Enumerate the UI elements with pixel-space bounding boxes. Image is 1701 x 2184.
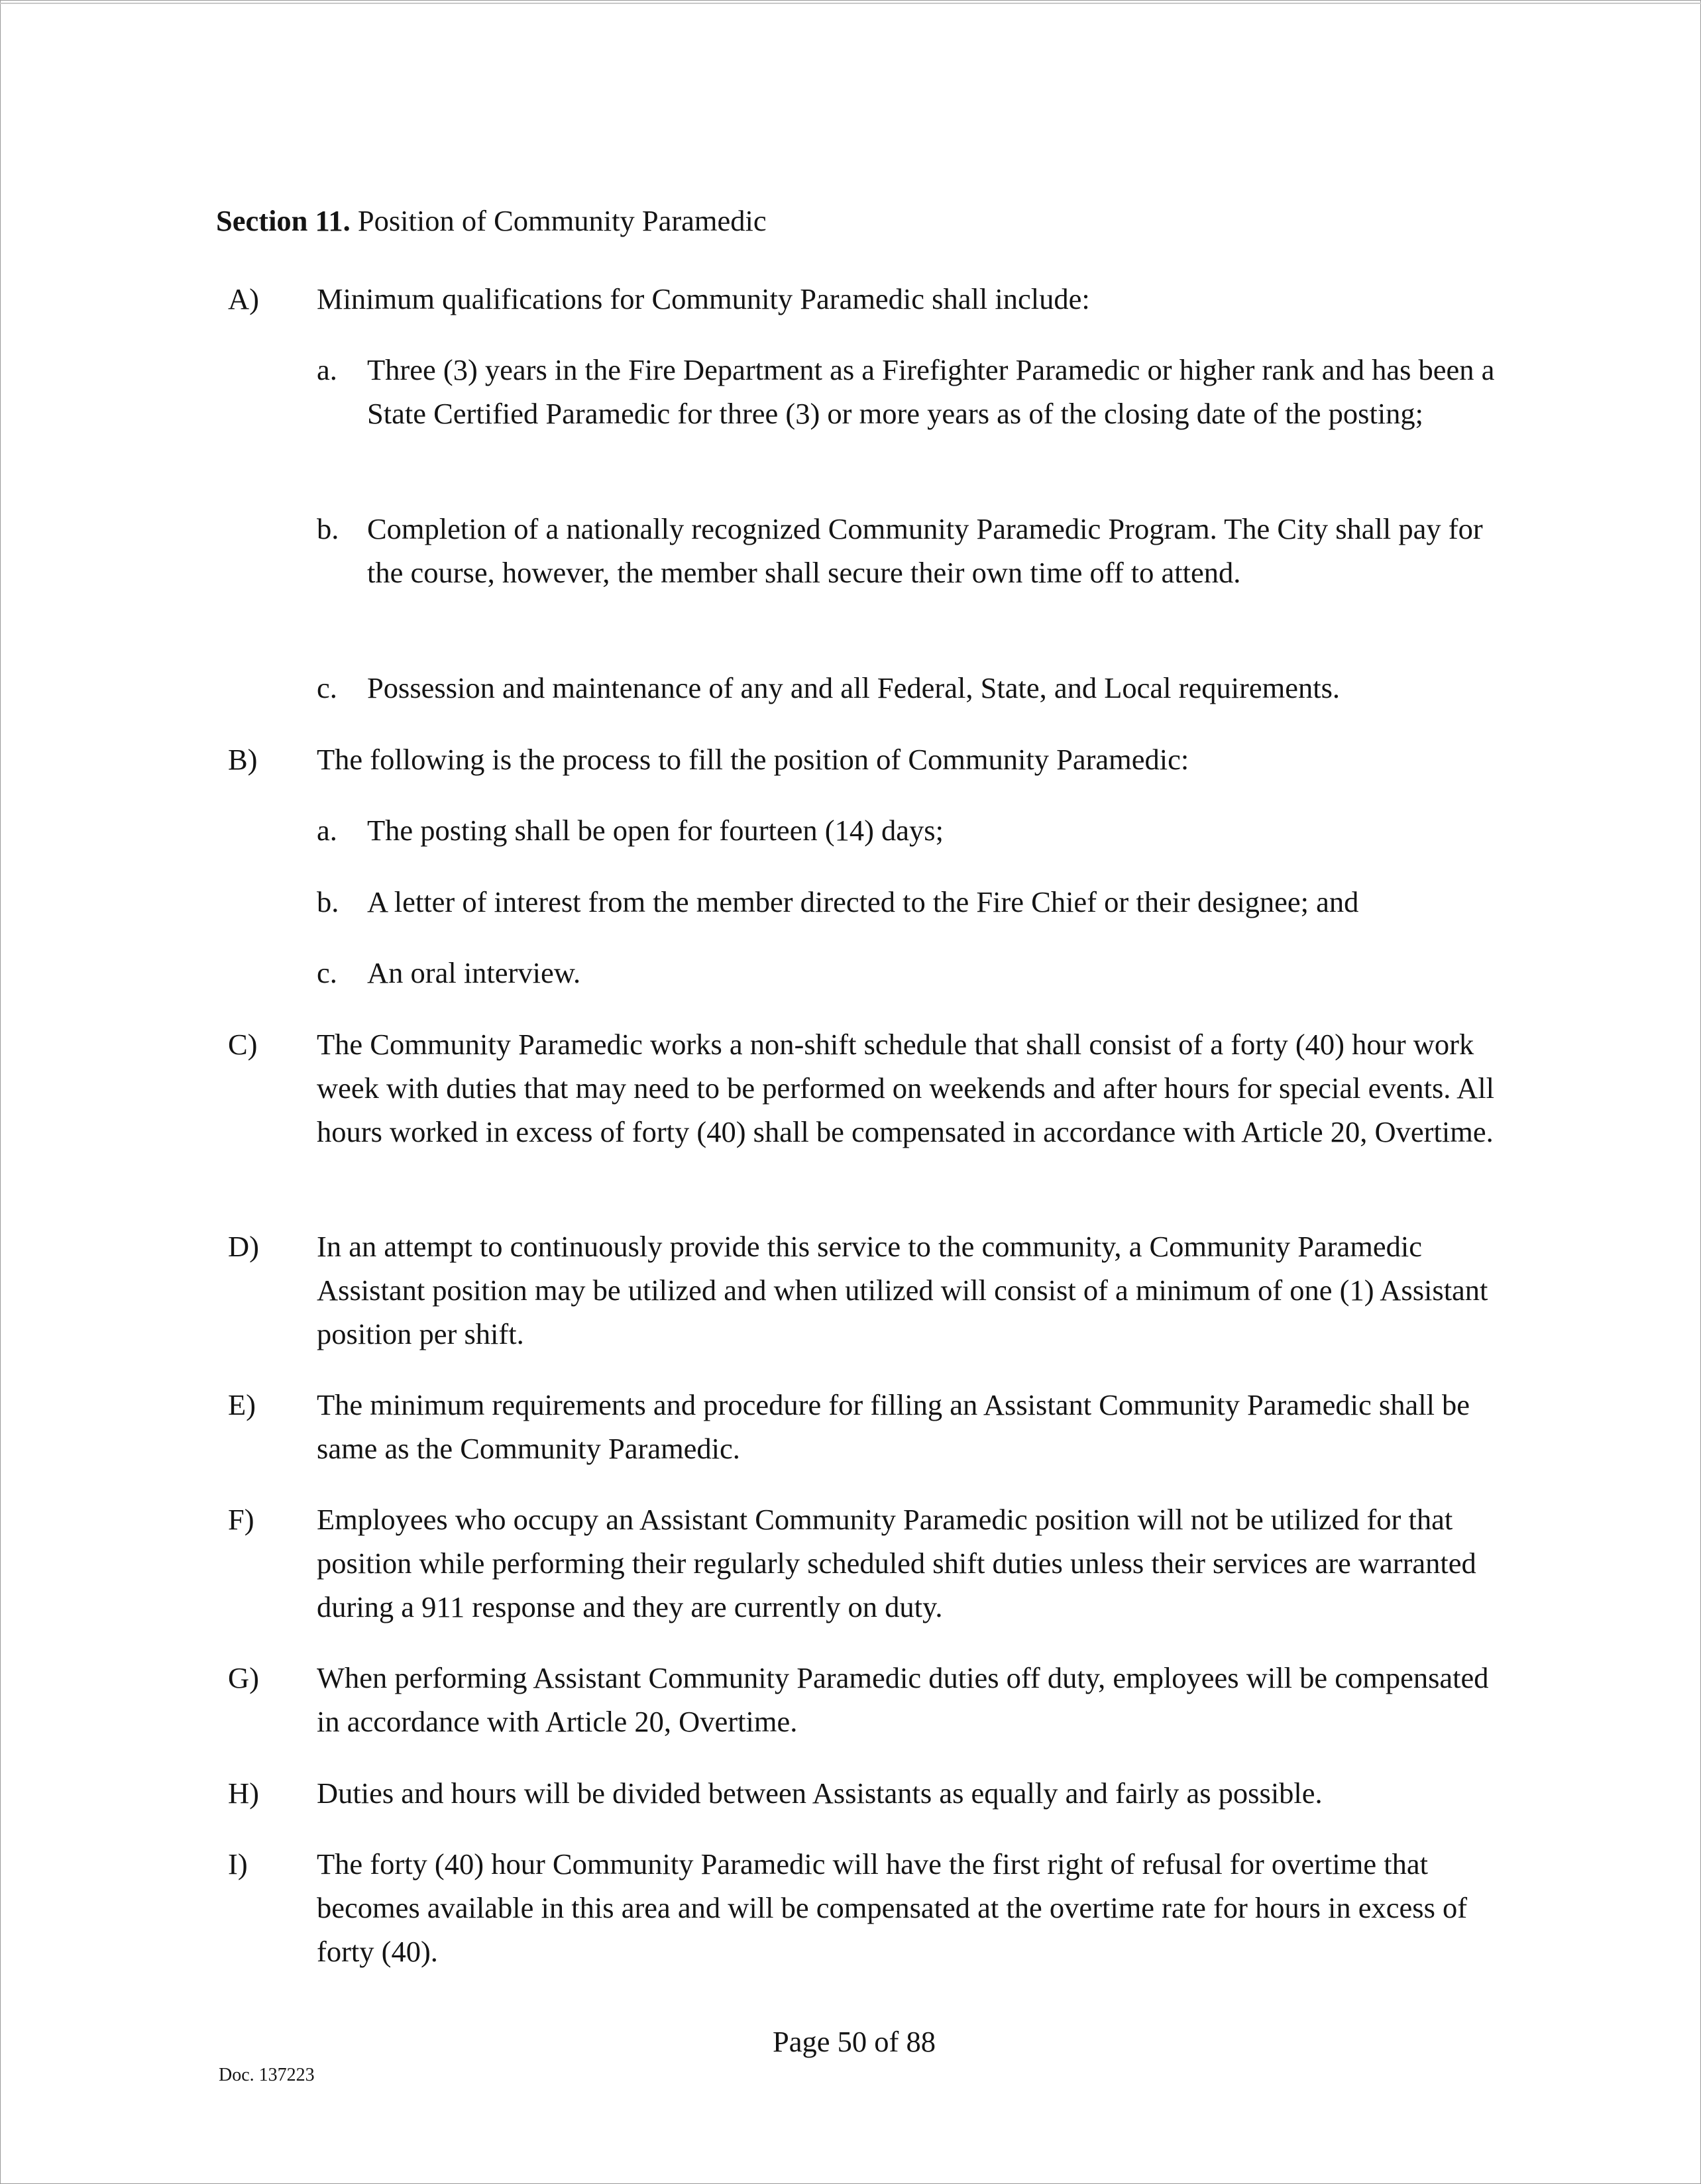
- page-number: Page 50 of 88: [773, 2025, 936, 2058]
- item-text: An oral interview.: [367, 956, 581, 989]
- clause-text: The minimum requirements and procedure for filling an Assistant Community Paramedic shall be same as the Community Paramedic.: [317, 1388, 1470, 1465]
- scan-top-edge: [0, 3, 1701, 4]
- clause-text: Duties and hours will be divided between Assistants as equally and fairly as possible.: [317, 1776, 1323, 1810]
- section-heading: [216, 199, 767, 243]
- item-marker: b.: [317, 885, 339, 918]
- item-text: Three (3) years in the Fire Department as a Firefighter Paramedic or higher rank and has been a State Certified Paramedic for three (3) or more years as of the closing date of the posting;: [367, 353, 1495, 430]
- item-text: A letter of interest from the member directed to the Fire Chief or their designee; and: [367, 885, 1359, 918]
- item-marker: c.: [317, 956, 337, 989]
- item-marker: a.: [317, 814, 337, 847]
- clause-text: Minimum qualifications for Community Paramedic shall include:: [317, 282, 1090, 315]
- item-marker: c.: [317, 671, 337, 704]
- clause-letter: H): [228, 1776, 259, 1810]
- item-marker: b.: [317, 512, 339, 545]
- clause-text: The forty (40) hour Community Paramedic will have the first right of refusal for overtime that becomes available in this area and will be compensated at the overtime rate for hours in excess of forty (40).: [317, 1847, 1468, 1968]
- clause-letter: E): [228, 1388, 256, 1421]
- clause-text: When performing Assistant Community Paramedic duties off duty, employees will be compensated in accordance with Article 20, Overtime.: [317, 1661, 1489, 1738]
- clause-text: In an attempt to continuously provide this service to the community, a Community Paramedic Assistant position may be utilized and when utilized will consist of a minimum of one (1) Assistant position per shift.: [317, 1230, 1488, 1350]
- clause-letter: D): [228, 1230, 259, 1263]
- clause-letter: I): [228, 1847, 248, 1881]
- clause-letter: F): [228, 1503, 254, 1536]
- clause-text: Employees who occupy an Assistant Community Paramedic position will not be utilized for that position while performing their regularly scheduled shift duties unless their services are warranted during a 911 response and they are currently on duty.: [317, 1503, 1476, 1623]
- clause-letter: C): [228, 1028, 258, 1061]
- item-text: Possession and maintenance of any and all Federal, State, and Local requirements.: [367, 671, 1341, 704]
- clause-text: The following is the process to fill the position of Community Paramedic:: [317, 743, 1189, 776]
- document-id: Doc. 137223: [219, 2065, 315, 2085]
- section-title: Position of Community Paramedic: [350, 204, 767, 237]
- clause-text: The Community Paramedic works a non-shift schedule that shall consist of a forty (40) hour work week with duties that may need to be performed on weekends and after hours for special events. All hours worked in excess of forty (40) shall be compensated in accordance with Article 20, Overtime.: [317, 1028, 1494, 1148]
- section-number: Section 11.: [216, 204, 351, 237]
- item-text: Completion of a nationally recognized Community Paramedic Program. The City shall pay for the course, however, the member shall secure their own time off to attend.: [367, 512, 1483, 589]
- clause-letter: A): [228, 282, 259, 315]
- clause-letter: G): [228, 1661, 259, 1694]
- item-text: The posting shall be open for fourteen (14) days;: [367, 814, 944, 847]
- clause-letter: B): [228, 743, 258, 776]
- item-marker: a.: [317, 353, 337, 386]
